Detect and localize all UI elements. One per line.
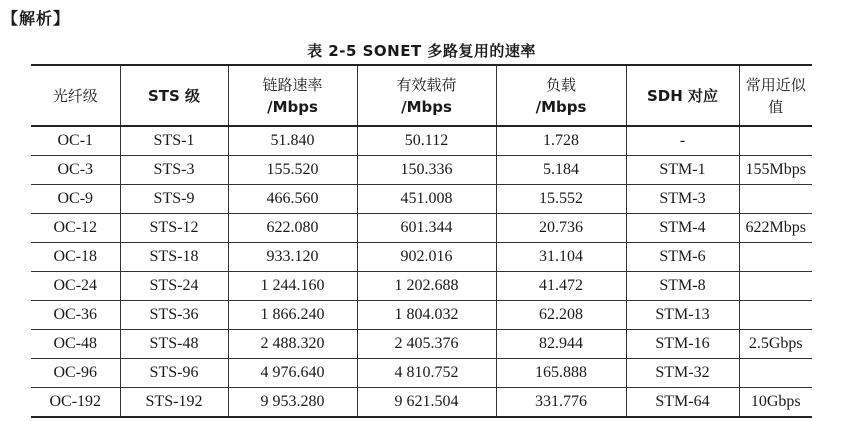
cell-payload: 601.344 bbox=[357, 214, 496, 243]
header-label: 常用近似 bbox=[745, 75, 806, 94]
header-label-2: 值 bbox=[768, 97, 784, 116]
cell-optical-level: OC-36 bbox=[31, 301, 120, 330]
cell-optical-level: OC-3 bbox=[31, 156, 120, 185]
cell-approx-value bbox=[739, 359, 812, 388]
table-row bbox=[31, 359, 812, 388]
cell-link-rate: 1 244.160 bbox=[228, 272, 357, 301]
cell-approx-value bbox=[739, 301, 812, 330]
cell-sts-level: STS-36 bbox=[120, 301, 228, 330]
cell-sdh-equivalent: STM-16 bbox=[626, 330, 739, 359]
cell-payload: 9 621.504 bbox=[357, 388, 496, 418]
cell-payload: 150.336 bbox=[357, 156, 496, 185]
cell-optical-level: OC-48 bbox=[31, 330, 120, 359]
cell-sts-level: STS-24 bbox=[120, 272, 228, 301]
cell-sdh-equivalent: STM-64 bbox=[626, 388, 739, 418]
cell-optical-level: OC-192 bbox=[31, 388, 120, 418]
cell-overhead: 41.472 bbox=[496, 272, 626, 301]
table-body bbox=[31, 126, 812, 417]
table-caption: 表 2-5 SONET 多路复用的速率 bbox=[307, 42, 536, 60]
cell-link-rate: 4 976.640 bbox=[228, 359, 357, 388]
cell-sdh-equivalent: - bbox=[626, 126, 739, 156]
cell-sts-level: STS-1 bbox=[120, 126, 228, 156]
cell-sts-level: STS-3 bbox=[120, 156, 228, 185]
cell-optical-level: OC-96 bbox=[31, 359, 120, 388]
cell-payload: 451.008 bbox=[357, 185, 496, 214]
cell-approx-value: 2.5Gbps bbox=[739, 330, 812, 359]
cell-sts-level: STS-96 bbox=[120, 359, 228, 388]
cell-approx-value bbox=[739, 126, 812, 156]
cell-sdh-equivalent: STM-8 bbox=[626, 272, 739, 301]
table-row bbox=[31, 388, 812, 418]
table-row bbox=[31, 243, 812, 272]
table-header-row bbox=[31, 65, 812, 126]
cell-payload: 1 202.688 bbox=[357, 272, 496, 301]
cell-overhead: 5.184 bbox=[496, 156, 626, 185]
cell-approx-value: 622Mbps bbox=[739, 214, 812, 243]
cell-payload: 1 804.032 bbox=[357, 301, 496, 330]
header-label: STS 级 bbox=[147, 86, 201, 105]
cell-payload: 50.112 bbox=[357, 126, 496, 156]
cell-link-rate: 2 488.320 bbox=[228, 330, 357, 359]
cell-payload: 4 810.752 bbox=[357, 359, 496, 388]
header-label: 负载 bbox=[545, 75, 576, 94]
header-overhead bbox=[496, 65, 626, 126]
header-link-rate bbox=[228, 65, 357, 126]
cell-sdh-equivalent: STM-6 bbox=[626, 243, 739, 272]
cell-overhead: 20.736 bbox=[496, 214, 626, 243]
cell-link-rate: 1 866.240 bbox=[228, 301, 357, 330]
cell-approx-value bbox=[739, 272, 812, 301]
cell-sts-level: STS-48 bbox=[120, 330, 228, 359]
cell-overhead: 62.208 bbox=[496, 301, 626, 330]
cell-sdh-equivalent: STM-13 bbox=[626, 301, 739, 330]
sonet-rate-table bbox=[31, 64, 812, 418]
header-label: SDH 对应 bbox=[646, 86, 719, 105]
table-row bbox=[31, 214, 812, 243]
cell-overhead: 15.552 bbox=[496, 185, 626, 214]
cell-sdh-equivalent: STM-1 bbox=[626, 156, 739, 185]
cell-overhead: 331.776 bbox=[496, 388, 626, 418]
header-unit: /Mbps bbox=[535, 97, 587, 116]
cell-sts-level: STS-9 bbox=[120, 185, 228, 214]
header-label: 有效载荷 bbox=[396, 75, 457, 94]
cell-overhead: 31.104 bbox=[496, 243, 626, 272]
cell-link-rate: 9 953.280 bbox=[228, 388, 357, 418]
cell-sts-level: STS-18 bbox=[120, 243, 228, 272]
table-row bbox=[31, 301, 812, 330]
table-row bbox=[31, 156, 812, 185]
cell-link-rate: 51.840 bbox=[228, 126, 357, 156]
cell-approx-value bbox=[739, 185, 812, 214]
table-row bbox=[31, 185, 812, 214]
cell-link-rate: 622.080 bbox=[228, 214, 357, 243]
cell-approx-value: 155Mbps bbox=[739, 156, 812, 185]
cell-link-rate: 466.560 bbox=[228, 185, 357, 214]
cell-payload: 902.016 bbox=[357, 243, 496, 272]
cell-approx-value bbox=[739, 243, 812, 272]
cell-approx-value: 10Gbps bbox=[739, 388, 812, 418]
cell-overhead: 165.888 bbox=[496, 359, 626, 388]
header-label: 链路速率 bbox=[262, 75, 323, 94]
table-row bbox=[31, 126, 812, 156]
cell-optical-level: OC-1 bbox=[31, 126, 120, 156]
header-label: 光纤级 bbox=[52, 86, 98, 105]
header-sdh-equivalent bbox=[626, 65, 739, 126]
cell-optical-level: OC-9 bbox=[31, 185, 120, 214]
header-approx-value bbox=[739, 65, 812, 126]
cell-sts-level: STS-12 bbox=[120, 214, 228, 243]
cell-link-rate: 155.520 bbox=[228, 156, 357, 185]
section-heading: 【解析】 bbox=[2, 9, 71, 28]
cell-sts-level: STS-192 bbox=[120, 388, 228, 418]
header-payload bbox=[357, 65, 496, 126]
header-sts-level bbox=[120, 65, 228, 126]
cell-optical-level: OC-18 bbox=[31, 243, 120, 272]
cell-sdh-equivalent: STM-4 bbox=[626, 214, 739, 243]
cell-sdh-equivalent: STM-32 bbox=[626, 359, 739, 388]
cell-link-rate: 933.120 bbox=[228, 243, 357, 272]
cell-overhead: 82.944 bbox=[496, 330, 626, 359]
table-row bbox=[31, 330, 812, 359]
cell-sdh-equivalent: STM-3 bbox=[626, 185, 739, 214]
cell-overhead: 1.728 bbox=[496, 126, 626, 156]
header-optical-level bbox=[31, 65, 120, 126]
cell-payload: 2 405.376 bbox=[357, 330, 496, 359]
table-row bbox=[31, 272, 812, 301]
header-unit: /Mbps bbox=[401, 97, 452, 116]
cell-optical-level: OC-24 bbox=[31, 272, 120, 301]
header-unit: /Mbps bbox=[267, 97, 318, 116]
cell-optical-level: OC-12 bbox=[31, 214, 120, 243]
